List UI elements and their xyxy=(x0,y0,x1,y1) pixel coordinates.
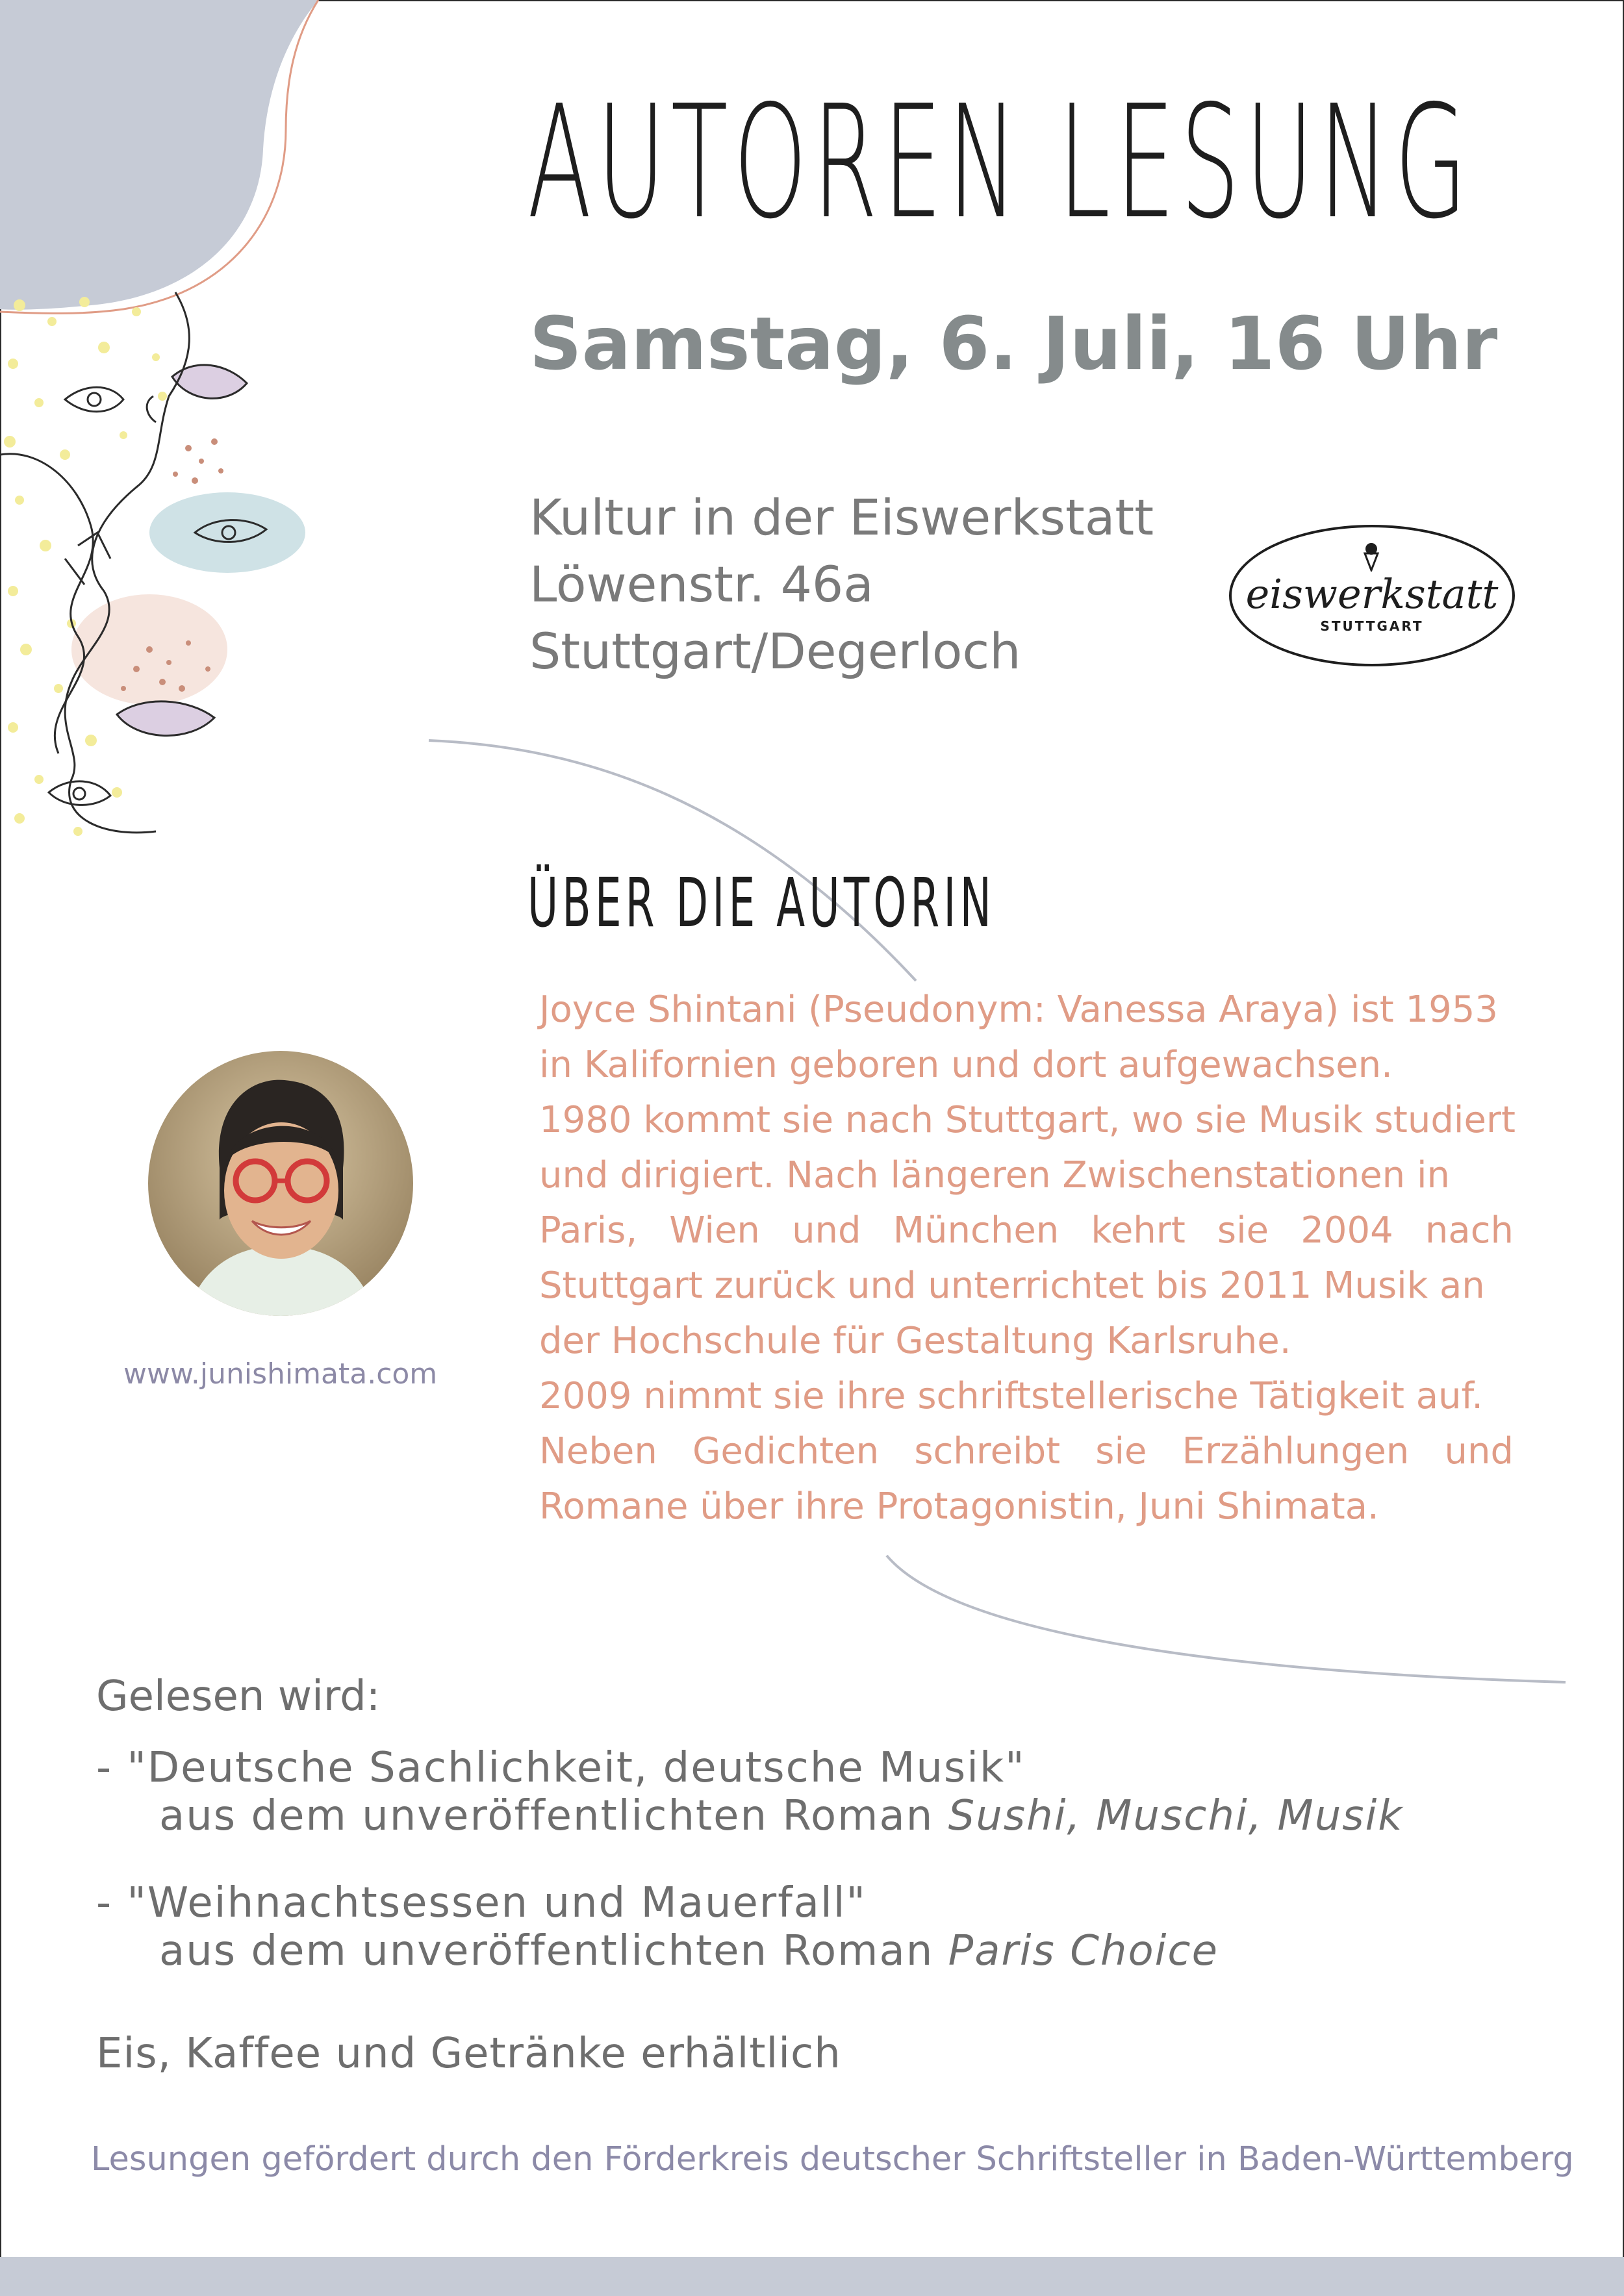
source-prefix: aus dem unveröffentlichten Roman xyxy=(159,1792,948,1840)
source-title: Sushi, Muschi, Musik xyxy=(948,1792,1404,1840)
refreshments-note: Eis, Kaffee und Getränke erhältlich xyxy=(96,2030,841,2078)
bio-line: Joyce Shintani (Pseudonym: Vanessa Araya) ist 1953 xyxy=(539,989,1499,1031)
venue-line: Kultur in der Eiswerkstatt xyxy=(529,488,1154,546)
bio-line: Romane über ihre Protagonistin, Juni Shimata. xyxy=(539,1485,1379,1528)
reading-item-title: - "Deutsche Sachlichkeit, deutsche Musik" xyxy=(96,1744,1026,1792)
venue-address xyxy=(529,484,1154,685)
author-bio xyxy=(539,982,1514,1534)
bio-line: der Hochschule für Gestaltung Karlsruhe. xyxy=(539,1320,1291,1362)
reading-item-title: - "Weihnachtsessen und Mauerfall" xyxy=(96,1879,867,1927)
about-heading: ÜBER DIE AUTORIN xyxy=(527,863,996,942)
reading-item xyxy=(96,1879,1219,1975)
bio-line: Stuttgart zurück und unterrichtet bis 2011 Musik an xyxy=(539,1265,1485,1307)
face-line-illustration xyxy=(0,286,338,857)
venue-line: Löwenstr. 46a xyxy=(529,555,874,613)
venue-line: Stuttgart/Degerloch xyxy=(529,622,1021,680)
decorative-blob xyxy=(0,0,338,325)
logo-city: STUTTGART xyxy=(1320,618,1424,634)
event-title: AUTOREN LESUNG xyxy=(527,71,1473,253)
source-prefix: aus dem unveröffentlichten Roman xyxy=(159,1927,948,1975)
reading-item-source xyxy=(96,1927,1219,1975)
eiswerkstatt-logo xyxy=(1229,525,1515,666)
bio-line: in Kalifornien geboren und dort aufgewachsen. xyxy=(539,1044,1393,1086)
bio-line: Neben Gedichten schreibt sie Erzählungen und xyxy=(539,1430,1514,1472)
sponsor-footer: Lesungen gefördert durch den Förderkreis deutscher Schriftsteller in Baden-Württemberg xyxy=(91,2140,1574,2178)
reading-item-source xyxy=(96,1792,1403,1840)
reading-label: Gelesen wird: xyxy=(96,1672,381,1721)
ice-cream-icon xyxy=(1362,542,1381,572)
bio-line: 1980 kommt sie nach Stuttgart, wo sie Musik studiert xyxy=(539,1099,1516,1141)
author-photo xyxy=(148,1051,413,1316)
author-website: www.junishimata.com xyxy=(123,1357,438,1391)
event-date: Samstag, 6. Juli, 16 Uhr xyxy=(529,302,1498,386)
bio-line: und dirigiert. Nach längeren Zwischenstationen in xyxy=(539,1154,1450,1196)
reading-item xyxy=(96,1744,1403,1840)
bottom-bar xyxy=(0,2257,1624,2296)
logo-name: eiswerkstatt xyxy=(1245,570,1499,618)
source-title: Paris Choice xyxy=(948,1927,1219,1975)
bio-line: 2009 nimmt sie ihre schriftstellerische Tätigkeit auf. xyxy=(539,1375,1483,1417)
bio-line: Paris, Wien und München kehrt sie 2004 nach xyxy=(539,1209,1514,1252)
